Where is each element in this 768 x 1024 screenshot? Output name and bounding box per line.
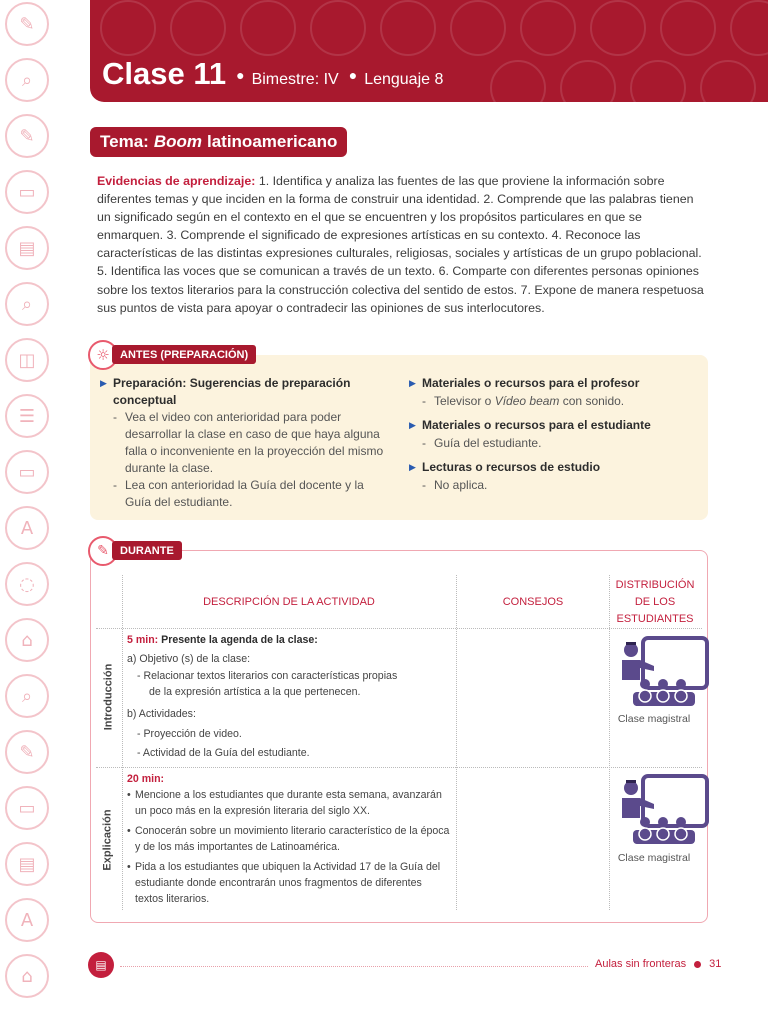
student-resources-item: Guía del estudiante. (434, 436, 542, 450)
triangle-bullet-icon: ▶ (409, 463, 416, 473)
presentation-icon: ▭ (5, 170, 49, 214)
activity-cell-introduccion (127, 632, 452, 761)
objective-label: a) Objetivo (s) de la clase: (127, 653, 251, 665)
list-item: • Conocerán sobre un movimiento literario característico de la época y de los más importantes de Latinoamérica. (127, 825, 450, 853)
preparation-heading (100, 375, 385, 409)
graduation-cap-icon: ⌂ (5, 954, 49, 998)
graduation-cap-icon: ⌂ (5, 618, 49, 662)
book-icon: ▤ (88, 952, 114, 978)
list-item: - Vea el video con anterioridad para poder desarrollar la clase en caso de que haya alguna falla o inconveniente en la proyección del mismo durante la clase. (113, 410, 384, 475)
distribution-caption: Clase magistral (617, 713, 691, 725)
magnifier-icon: ⌕ (5, 282, 49, 326)
magnifier-icon: ⌕ (5, 58, 49, 102)
book-icon: ▤ (5, 226, 49, 270)
stack-icon: ☰ (5, 394, 49, 438)
bimestre-label: Bimestre: IV (251, 71, 339, 88)
topic-rest: latinoamericano (206, 132, 338, 151)
letter-a-icon: A (5, 898, 49, 942)
pencil-icon: ✎ (5, 730, 49, 774)
topic-label: Tema: (100, 132, 149, 151)
activity-heading: Presente la agenda de la clase: (161, 634, 318, 646)
list-item: • Pida a los estudiantes que ubiquen la Actividad 17 de la Guía del estudiante donde encontrarán unos fragmentos de diferentes textos literarios. (127, 861, 441, 905)
objective-item: - Relacionar textos literarios con características propias (137, 670, 398, 682)
activity-cell-explicacion (127, 771, 452, 907)
student-resources-title: Materiales o recursos para el estudiante (422, 418, 651, 432)
subject-label: Lenguaje 8 (364, 71, 444, 88)
topic-emphasis: Boom (153, 132, 202, 151)
teacher-presenting-icon (619, 636, 711, 708)
decorative-icon-column (0, 0, 60, 1024)
topic-pill (90, 127, 347, 157)
open-book-icon: ◫ (5, 338, 49, 382)
letter-a-icon: A (5, 506, 49, 550)
page-header (90, 0, 768, 102)
preparation-column (100, 375, 385, 511)
durante-tab: DURANTE (112, 541, 182, 560)
row-label-introduccion: Introducción (102, 663, 115, 731)
resources-column (409, 375, 704, 501)
presentation-icon: ▭ (5, 450, 49, 494)
row-divider (96, 628, 702, 629)
list-item: - Lea con anterioridad la Guía del docente y la Guía del estudiante. (100, 477, 385, 511)
column-divider (122, 575, 123, 910)
time-label: 20 min: (127, 773, 165, 785)
triangle-bullet-icon: ▶ (409, 379, 416, 389)
pencil-icon: ✎ (5, 114, 49, 158)
reading-resources-item: No aplica. (434, 478, 488, 492)
row-divider (96, 767, 702, 768)
separator-dot (694, 961, 701, 968)
triangle-bullet-icon: ▶ (409, 421, 416, 431)
activities-label: b) Actividades: (127, 708, 196, 720)
activities-item: - Actividad de la Guía del estudiante. (137, 747, 310, 759)
objective-item-continued: de la expresión artística a la que pertenecen. (149, 686, 361, 698)
reading-resources-title: Lecturas o recursos de estudio (422, 460, 601, 474)
time-label: 5 min: (127, 634, 159, 646)
reading-resources: ▶ Lecturas o recursos de estudio - No aplica. (409, 460, 601, 492)
activities-item: - Proyección de video. (137, 728, 242, 740)
presentation-icon: ▭ (5, 786, 49, 830)
footer-brand: Aulas sin fronteras (595, 958, 687, 970)
magnifier-icon: ⌕ (5, 674, 49, 718)
antes-tab: ANTES (PREPARACIÓN) (112, 345, 256, 364)
class-title (102, 56, 443, 92)
column-divider (456, 575, 457, 910)
separator-dot: ● (236, 67, 245, 83)
separator-dot: ● (348, 67, 358, 83)
footer-divider (120, 966, 588, 967)
book-icon: ▤ (5, 842, 49, 886)
activity-column-header: DESCRIPCIÓN DE LA ACTIVIDAD (203, 596, 375, 608)
teacher-presenting-icon (619, 774, 711, 846)
evidence-text: 1. Identifica y analiza las fuentes de las que proviene la información sobre diferentes temas y que inciden en la forma de construir una identidad. 2. Comprende que las palabras tienen un significado según en el contexto en el que se encuentren y los propósitos particulares en que se enmarquen. 3. Comprende el significado de expresiones artísticas en su contexto. 4. Reconoce las características de las distintas expresiones culturales, religiosas, sociales y artísticas de un grupo poblacional. 5. Identifica las voces que se comunican a través de un texto. 6. Comparte con diferentes personas opiniones sobre los textos literarios para la construcción colectiva del sentido de estos. 7. Expone de manera respetuosa sus puntos de vista para apoyar o contradecir las opiniones de sus interlocutores. (97, 174, 704, 315)
triangle-bullet-icon: ▶ (100, 379, 107, 389)
footer (595, 958, 721, 970)
row-label-explicacion: Explicación (102, 808, 115, 871)
list-item: • Mencione a los estudiantes que durante esta semana, avanzarán un poco más en la expresión literaria del siglo XX. (127, 789, 442, 817)
chat-icon: ◌ (5, 562, 49, 606)
teacher-resources-title: Materiales o recursos para el profesor (422, 376, 640, 390)
lightbulb-icon: ☼ (88, 340, 118, 370)
evidence-label: Evidencias de aprendizaje: (97, 174, 256, 188)
chat-icon: ✎ (5, 2, 49, 46)
evidence-paragraph (97, 172, 709, 317)
pencil-icon: ✎ (88, 536, 118, 566)
distribution-caption: Clase magistral (617, 852, 691, 864)
teacher-resources-item: Televisor o Vídeo beam con sonido. (434, 394, 625, 408)
class-number: Clase 11 (102, 56, 227, 91)
preparation-item-1: Vea el video con anterioridad para poder desarrollar la clase en caso de que haya alguna falla o inconveniente en la proyección del mismo durante la clase. (125, 410, 384, 475)
page-number: 31 (709, 958, 722, 970)
distribution-column-header: DISTRIBUCIÓN DE LOS ESTUDIANTES (615, 579, 695, 625)
preparation-item-2: Lea con anterioridad la Guía del docente y la Guía del estudiante. (125, 478, 364, 509)
student-resources: ▶ Materiales o recursos para el estudiante - Guía del estudiante. (409, 418, 651, 450)
preparation-title: Preparación: Sugerencias de preparación conceptual (113, 376, 351, 407)
tips-column-header: CONSEJOS (502, 596, 564, 608)
teacher-resources: ▶ Materiales o recursos para el profesor - Televisor o Vídeo beam con sonido. (409, 376, 640, 408)
